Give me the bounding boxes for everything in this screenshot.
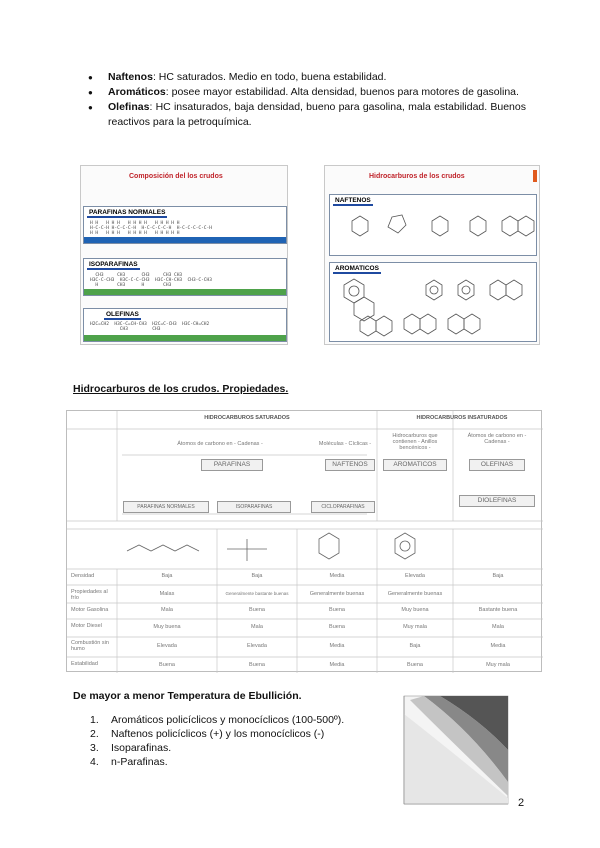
panel-aromaticos: AROMATICOS xyxy=(329,262,537,342)
family-diolefinas: DIOLEFINAS xyxy=(459,495,535,507)
list-item: 4. n-Parafinas. xyxy=(90,756,168,768)
crude-composition-title: Composición del los crudos xyxy=(129,173,223,180)
panel-naftenos: NAFTENOS xyxy=(329,194,537,256)
family-naftenos: NAFTENOS xyxy=(325,459,375,471)
panel-parafinas-normales: PARAFINAS NORMALES H H H H H H H H H H H H H H H-C-C-H H-C-C-C-H H-C-C-C-C-H H-C-C-C-C-C-H H H H H H H H H H H H H H H xyxy=(83,206,287,244)
list-item: 3. Isoparafinas. xyxy=(90,742,172,754)
section-title-ebullicion: De mayor a menor Temperatura de Ebullición. xyxy=(73,690,302,702)
family-aromaticos: AROMATICOS xyxy=(383,459,447,471)
section-title-propiedades: Hidrocarburos de los crudos. Propiedades. xyxy=(73,383,289,395)
panel-olefinas: OLEFINAS H2C=CH2 H3C-C=CH-CH3 H2C=C-CH3 H3C-CH=CH2 CH3 CH3 xyxy=(83,308,287,342)
panel-isoparafinas: ISOPARAFINAS CH3 CH3 CH3 CH3 CH3 H3C-C-CH3 H3C-C-C-CH3 H3C-CH-CH3 CH3-C-CH3 H CH3 H CH3 xyxy=(83,258,287,296)
properties-grid xyxy=(67,411,543,673)
bullet-olefinas: ● Olefinas: HC insaturados, baja densidad, bueno para gasolina, mala estabilidad. Buenos reactivos para la petroquímica. xyxy=(88,100,526,130)
naftenos-structures xyxy=(330,195,538,257)
properties-table: HIDROCARBUROS SATURADOS HIDROCARBUROS INSATURADOS Átomos de carbono en - Cadenas - Moléculas - Cíclicas - Hidrocarburos que contienen - Anillos bencénicos - Átomos de carbono en - Cadenas - PARAFINAS NAFTENOS AROMATICOS OLEFINAS DIOLEFINAS PARAFINAS NORMALES ISOPARAFINAS CICLOPARAFINAS Densidad Propiedades al frío Motor Gasolina Motor Diesel Combustión sin humo Estabilidad Baja Baja Media Elevada Baja Malas Generalmente bastante buenas Generalmente buenas Generalmente buenas Mala Buena Buena Muy buena Bastante buena Muy buena Mala Buena Muy mala Mala Elevada Elevada Media Baja Media Buena Buena Media Buena Muy mala xyxy=(66,410,542,672)
list-item: 2. Naftenos policíclicos (+) y los monocíclicos (-) xyxy=(90,728,325,740)
family-olefinas: OLEFINAS xyxy=(469,459,525,471)
bullet-aromaticos: ● Aromáticos: posee mayor estabilidad. Alta densidad, buenos para motores de gasolina. xyxy=(88,85,526,100)
aromaticos-structures xyxy=(330,263,538,343)
boiling-distribution-chart xyxy=(380,690,514,810)
logo-icon xyxy=(533,170,537,182)
hydrocarbon-bullet-list xyxy=(88,70,526,130)
crude-hydrocarbons-title: Hidrocarburos de los crudos xyxy=(369,173,465,180)
family-parafinas: PARAFINAS xyxy=(201,459,263,471)
crude-hydrocarbons-figure xyxy=(324,165,540,345)
crude-composition-figure xyxy=(80,165,288,345)
page-number: 2 xyxy=(518,797,525,809)
bullet-naftenos: ● Naftenos: HC saturados. Medio en todo, buena estabilidad. xyxy=(88,70,526,85)
list-item: 1. Aromáticos policíclicos y monocíclicos (100-500º). xyxy=(90,714,345,726)
boiling-order-list xyxy=(90,713,344,769)
